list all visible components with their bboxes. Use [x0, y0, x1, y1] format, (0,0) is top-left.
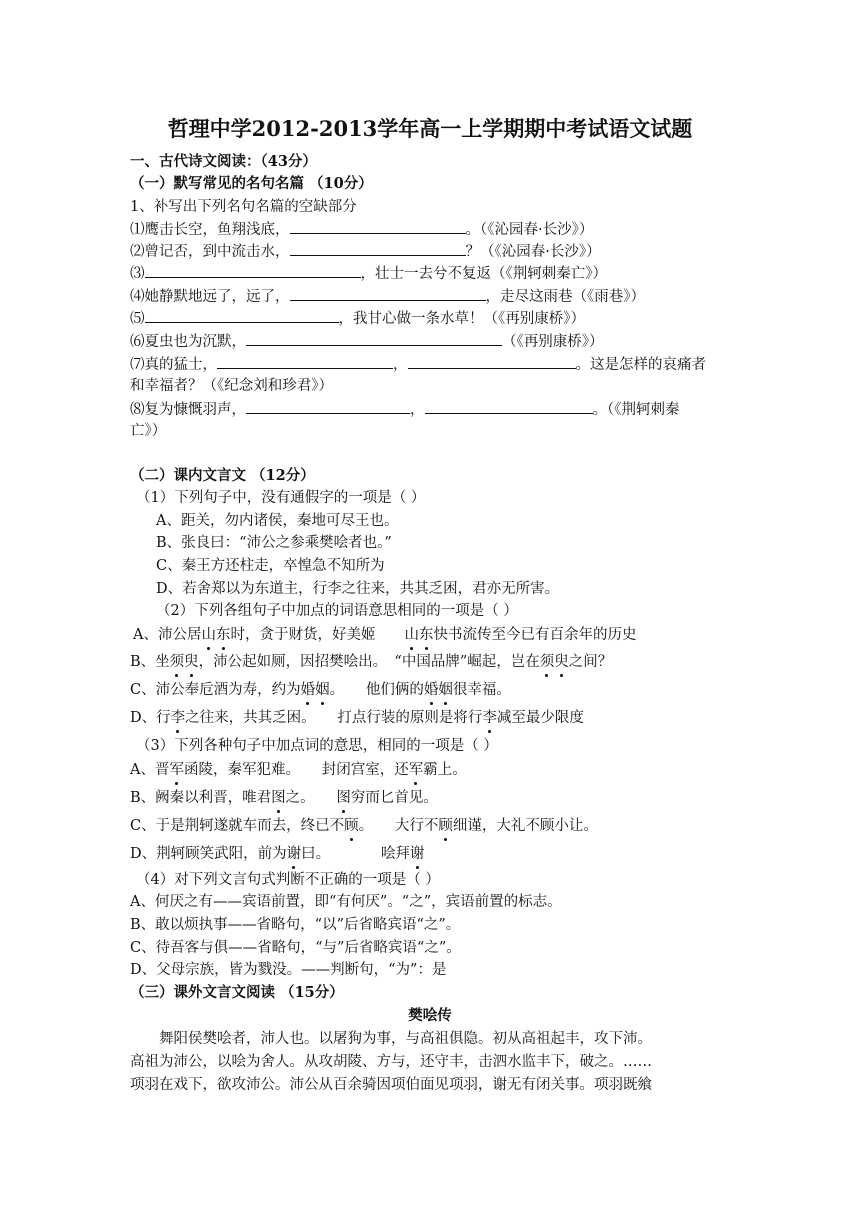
answer-blank[interactable] — [425, 398, 593, 414]
q2-1-option-d[interactable]: D、若舍郑以为东道主，行李之往来，共其乏困，君亦无所害。 — [156, 581, 560, 597]
q2-3-option-d[interactable]: D、荆轲顾笑武阳，前为谢曰。 哙拜谢 — [130, 843, 424, 865]
answer-blank[interactable] — [290, 218, 466, 234]
fill-item-6: ⑹夏虫也为沉默， （《再别康桥》） — [130, 330, 604, 353]
q2-2-option-b[interactable]: B、坐须臾，沛公起如厕，因招樊哙出。 “中国品牌”崛起，岂在须臾之间？ — [130, 651, 612, 673]
passage-title: 樊哙传 — [408, 1007, 452, 1024]
fill-item-7-cont: 和幸福者？（《纪念刘和珍君》） — [130, 378, 333, 394]
fill-item-2: ⑵曾记否，到中流击水， ？（《沁园春·长沙》） — [130, 240, 601, 263]
q2-2-option-c[interactable]: C、沛公奉卮酒为寿，约为婚姻。 他们俩的婚姻很幸福。 — [130, 679, 511, 701]
fill-item-8-cont: 亡》） — [130, 423, 167, 439]
answer-blank[interactable] — [408, 353, 576, 369]
section2-heading: （二）课内文言文 （12分） — [130, 467, 315, 484]
fill-item-5: ⑸ ，我甘心做一条水草！（《再别康桥》） — [130, 307, 585, 330]
answer-blank[interactable] — [145, 262, 361, 278]
q2-4-option-d[interactable]: D、父母宗族，皆为戮没。——判断句，“为”：是 — [130, 962, 447, 978]
q2-3-option-b[interactable]: B、阙秦以利晋，唯君图之。 图穷而匕首见。 — [130, 787, 438, 809]
passage-line-3: 项羽在戏下，欲攻沛公。沛公从百余骑因项伯面见项羽，谢无有闭关事。项羽既飨 — [130, 1077, 652, 1093]
question1-stem: 1、补写出下列名句名篇的空缺部分 — [130, 199, 357, 215]
q2-4-option-a[interactable]: A、何厌之有——宾语前置，即“有何厌”。“之”，宾语前置的标志。 — [130, 894, 562, 910]
fill-item-4: ⑷她静默地远了，远了， ，走尽这雨巷（《雨巷》） — [130, 285, 645, 308]
q2-2-stem: （2）下列各组句子中加点的词语意思相同的一项是（ ） — [156, 603, 518, 619]
answer-blank[interactable] — [217, 353, 393, 369]
q2-1-option-b[interactable]: B、张良曰：“沛公之参乘樊哙者也。” — [156, 535, 392, 551]
q2-3-option-c[interactable]: C、于是荆轲遂就车而去，终已不顾。 大行不顾细谨，大礼不顾小让。 — [130, 815, 598, 837]
q2-1-stem: （1）下列句子中，没有通假字的一项是（ ） — [136, 490, 426, 506]
answer-blank[interactable] — [246, 330, 502, 346]
answer-blank[interactable] — [290, 285, 486, 301]
q2-4-option-c[interactable]: C、待吾客与俱——省略句，“与”后省略宾语“之”。 — [130, 940, 461, 956]
fill-item-1: ⑴鹰击长空，鱼翔浅底， 。（《沁园春·长沙》） — [130, 218, 593, 241]
passage-line-1: 舞阳侯樊哙者，沛人也。以屠狗为事，与高祖俱隐。初从高祖起丰，攻下沛。 — [130, 1031, 652, 1047]
passage-line-2: 高祖为沛公，以哙为舍人。从攻胡陵、方与，还守丰，击泗水监丰下，破之。…… — [130, 1054, 652, 1070]
answer-blank[interactable] — [145, 307, 339, 323]
q2-2-option-d[interactable]: D、行李之往来，共其乏困。 打点行装的原则是将行李减至最少限度 — [130, 707, 584, 729]
answer-blank[interactable] — [290, 240, 466, 256]
section1-heading: （一）默写常见的名句名篇 （10分） — [130, 175, 373, 192]
section3-heading: （三）课外文言文阅读 （15分） — [130, 984, 344, 1001]
q2-3-stem: （3）下列各种句子中加点词的意思，相同的一项是（ ） — [136, 738, 498, 754]
q2-1-option-c[interactable]: C、秦王方还柱走，卒惶急不知所为 — [156, 558, 385, 574]
q2-4-stem: （4）对下列文言句式判断不正确的一项是（ ） — [136, 872, 440, 888]
fill-item-8: ⑻复为慷慨羽声， ， 。（《荆轲刺秦 — [130, 398, 680, 421]
q2-3-option-a[interactable]: A、晋军函陵，秦军犯难。 封闭宫室，还军霸上。 — [130, 759, 467, 781]
fill-item-7: ⑺真的猛士， ， 。这是怎样的哀痛者 — [130, 353, 706, 376]
q2-2-option-a[interactable]: A、沛公居山东时，贪于财货，好美姬 山东快书流传至今已有百余年的历史 — [133, 624, 636, 646]
q2-4-option-b[interactable]: B、敢以烦执事——省略句，“以”后省略宾语“之”。 — [130, 917, 461, 933]
fill-item-3: ⑶ ，壮士一去兮不复返（《荆轲刺秦亡》） — [130, 262, 607, 285]
answer-blank[interactable] — [246, 398, 410, 414]
part1-heading: 一、古代诗文阅读：（43分） — [130, 153, 317, 170]
q2-1-option-a[interactable]: A、距关，勿内诸侯，秦地可尽王也。 — [156, 513, 399, 529]
exam-title: 哲理中学2012-2013学年高一上学期期中考试语文试题 — [167, 116, 693, 141]
